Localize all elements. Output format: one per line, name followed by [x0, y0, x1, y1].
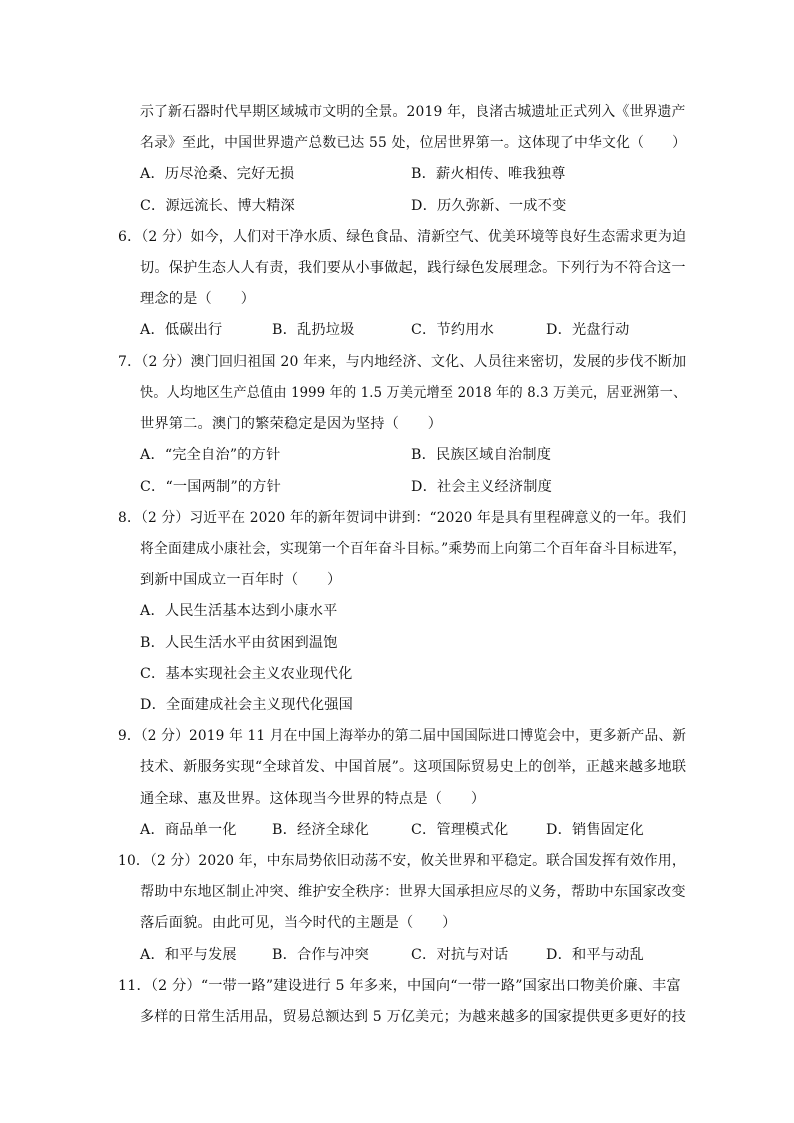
q5-option-b[interactable]: B．薪火相传、唯我独尊	[411, 166, 566, 182]
q7-line-1: 7．（2 分）澳门回归祖国 20 年来，与内地经济、文化、人员往来密切，发展的步伐不断加	[118, 354, 687, 370]
q9-line-2: 技术、新服务实现“全球首发、中国首展”。这项国际贸易史上的创举，正越来越多地联	[140, 759, 687, 775]
q6-line-2: 切。保护生态人人有责，我们要从小事做起，践行绿色发展理念。下列行为不符合这一	[140, 260, 686, 276]
q7-option-d[interactable]: D．社会主义经济制度	[411, 479, 553, 495]
q8-option-d[interactable]: D．全面建成社会主义现代化强国	[140, 697, 354, 713]
q9-line-1: 9．（2 分）2019 年 11 月在中国上海举办的第二届中国国际进口博览会中，更多新产品、新	[118, 728, 687, 744]
q7-option-a[interactable]: A．“完全自治”的方针	[140, 447, 281, 463]
q10-line-1: 10．（2 分）2020 年，中东局势依旧动荡不安，攸关世界和平稳定。联合国发挥有效作用，	[118, 853, 686, 869]
q9-option-b[interactable]: B．经济全球化	[272, 822, 369, 838]
q5-option-c[interactable]: C．源远流长、博大精深	[140, 198, 295, 214]
q11-line-2: 多样的日常生活用品，贸易总额达到 5 万亿美元；为越来越多的国家提供更多更好的技	[140, 1009, 686, 1025]
q9-option-a[interactable]: A．商品单一化	[140, 822, 237, 838]
q7-line-2: 快。人均地区生产总值由 1999 年的 1.5 万美元增至 2018 年的 8.3 万美元，居亚洲第一、	[140, 385, 687, 401]
q7-option-c[interactable]: C．“一国两制”的方针	[140, 479, 282, 495]
q5-option-a[interactable]: A．历尽沧桑、完好无损	[140, 166, 295, 182]
q8-line-1: 8．（2 分）习近平在 2020 年的新年贺词中讲到：“2020 年是具有里程碑意义的一年。我们	[118, 510, 687, 526]
q9-line-3: 通全球、惠及世界。这体现当今世界的特点是（ ）	[140, 791, 486, 807]
q8-option-a[interactable]: A．人民生活基本达到小康水平	[140, 603, 338, 619]
q10-option-d[interactable]: D．和平与动乱	[546, 947, 644, 963]
q5-option-d[interactable]: D．历久弥新、一成不变	[411, 198, 567, 214]
q9-option-c[interactable]: C．管理模式化	[411, 822, 509, 838]
q6-option-c[interactable]: C．节约用水	[411, 322, 494, 338]
q7-line-3: 世界第二。澳门的繁荣稳定是因为坚持（ ）	[140, 416, 443, 432]
q10-option-b[interactable]: B．合作与冲突	[272, 947, 369, 963]
q9-option-d[interactable]: D．销售固定化	[546, 822, 644, 838]
q10-option-c[interactable]: C．对抗与对话	[411, 947, 509, 963]
q11-line-1: 11．（2 分）“一带一路”建设进行 5 年多来，中国向“一带一路”国家出口物美价廉、丰富	[118, 978, 681, 994]
q5-line-1: 示了新石器时代早期区域城市文明的全景。2019 年，良渚古城遗址正式列入《世界遗产	[140, 104, 686, 120]
q10-line-3: 落后面貌。由此可见，当今时代的主题是（ ）	[140, 915, 457, 931]
q6-option-b[interactable]: B．乱扔垃圾	[272, 322, 355, 338]
q8-option-c[interactable]: C．基本实现社会主义农业现代化	[140, 666, 353, 682]
q6-option-d[interactable]: D．光盘行动	[546, 322, 630, 338]
q8-line-3: 到新中国成立一百年时（ ）	[140, 572, 342, 588]
q10-line-2: 帮助中东地区制止冲突、维护安全秩序：世界大国承担应尽的义务，帮助中东国家改变	[140, 884, 686, 900]
q8-option-b[interactable]: B．人民生活水平由贫困到温饱	[140, 635, 338, 651]
q6-line-1: 6．（2 分）如今，人们对干净水质、绿色食品、清新空气、优美环境等良好生态需求更为迫	[118, 229, 687, 245]
q7-option-b[interactable]: B．民族区域自治制度	[411, 447, 552, 463]
q8-line-2: 将全面建成小康社会，实现第一个百年奋斗目标。”乘势而上向第二个百年奋斗目标进军，	[140, 541, 687, 557]
q6-option-a[interactable]: A．低碳出行	[140, 322, 223, 338]
q6-line-3: 理念的是（ ）	[140, 291, 256, 307]
q5-line-2: 名录》至此，中国世界遗产总数已达 55 处，位居世界第一。这体现了中华文化（ ）	[140, 135, 687, 151]
q10-option-a[interactable]: A．和平与发展	[140, 947, 237, 963]
